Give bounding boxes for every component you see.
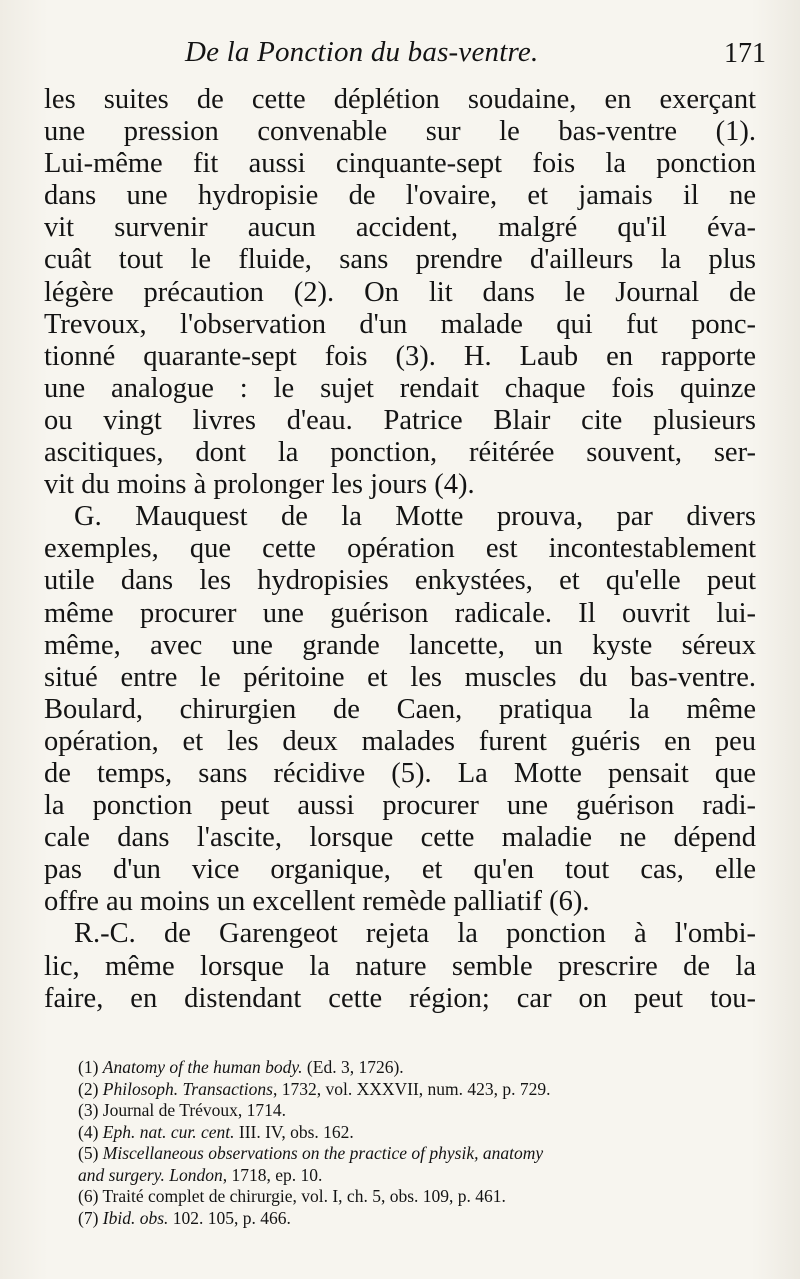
text-line: R.-C. de Garengeot rejeta la ponction à l'ombi- bbox=[74, 918, 756, 950]
text-line: cale dans l'ascite, lorsque cette maladie ne dépend bbox=[44, 822, 756, 854]
text-line: les suites de cette déplétion soudaine, en exerçant bbox=[44, 84, 756, 115]
text-line: cuât tout le fluide, sans prendre d'ailleurs la plus bbox=[44, 244, 756, 276]
footnote bbox=[78, 1143, 768, 1165]
text-line: la ponction peut aussi procurer une guérison radi- bbox=[44, 790, 756, 822]
text-line: pas d'un vice organique, et qu'en tout cas, elle bbox=[44, 854, 756, 886]
footnote-mark: (7) bbox=[78, 1207, 99, 1228]
footnote bbox=[78, 1122, 768, 1144]
footnote-title: Anatomy of the human body. bbox=[102, 1057, 303, 1077]
text-line: Lui-même fit aussi cinquante-sept fois la ponction bbox=[44, 148, 756, 180]
footnote-text: , 1718, ep. 10. bbox=[222, 1164, 323, 1185]
text-line: même, avec une grande lancette, un kyste séreux bbox=[44, 629, 756, 661]
footnote-text: III. IV, obs. 162. bbox=[234, 1121, 354, 1142]
footnote-mark: (6) bbox=[78, 1186, 99, 1206]
footnote-title: and surgery. London bbox=[78, 1164, 223, 1185]
footnote-mark: (2) bbox=[78, 1078, 99, 1099]
text-line: offre au moins un excellent remède palliatif (6). bbox=[44, 886, 590, 918]
text-line: dans une hydropisie de l'ovaire, et jamais il ne bbox=[44, 180, 756, 212]
footnote-title: Eph. nat. cur. cent. bbox=[102, 1121, 235, 1142]
text-line: opération, et les deux malades furent guéris en peu bbox=[44, 725, 756, 757]
footnote-title: Ibid. obs. bbox=[102, 1207, 169, 1228]
page-header bbox=[185, 36, 772, 76]
text-line: situé entre le péritoine et les muscles du bas-ventre. bbox=[44, 661, 756, 693]
text-line: exemples, que cette opération est incontestablement bbox=[44, 533, 756, 565]
text-line: ou vingt livres d'eau. Patrice Blair cite plusieurs bbox=[44, 404, 756, 436]
text-line: ascitiques, dont la ponction, réitérée souvent, ser- bbox=[44, 437, 756, 469]
text-line: même procurer une guérison radicale. Il ouvrit lui- bbox=[44, 597, 756, 629]
footnote-title: Miscellaneous observations on the practice of physik, anatomy bbox=[102, 1143, 544, 1163]
footnote-mark: (3) bbox=[78, 1100, 99, 1120]
footnote bbox=[78, 1208, 768, 1230]
text-line: utile dans les hydropisies enkystées, et qu'elle peut bbox=[44, 565, 756, 597]
page-number: 171 bbox=[724, 38, 766, 69]
footnote bbox=[78, 1100, 768, 1122]
footnote-mark: (1) bbox=[78, 1057, 99, 1077]
footnote-title: Philosoph. Transactions bbox=[102, 1078, 273, 1099]
footnote bbox=[78, 1186, 768, 1208]
text-line: vit survenir aucun accident, malgré qu'il éva- bbox=[44, 212, 756, 244]
footnote-text: (Ed. 3, 1726). bbox=[302, 1057, 404, 1077]
running-title: De la Ponction du bas-ventre. bbox=[185, 36, 539, 68]
footnote-text: , 1732, vol. XXXVII, num. 423, p. 729. bbox=[272, 1078, 551, 1099]
footnote bbox=[78, 1079, 768, 1101]
body-text bbox=[44, 84, 756, 1015]
footnote bbox=[78, 1057, 768, 1079]
text-line: Boulard, chirurgien de Caen, pratiqua la même bbox=[44, 693, 756, 725]
footnote-text: 102. 105, p. 466. bbox=[168, 1207, 291, 1228]
text-line: G. Mauquest de la Motte prouva, par divers bbox=[74, 501, 756, 533]
footnote-continuation bbox=[78, 1165, 768, 1187]
text-line: tionné quarante-sept fois (3). H. Laub en rapporte bbox=[44, 340, 756, 372]
footnote-text: Journal de Trévoux, 1714. bbox=[102, 1100, 287, 1120]
text-line: de temps, sans récidive (5). La Motte pensait que bbox=[44, 757, 756, 789]
footnotes bbox=[78, 1057, 768, 1229]
text-line: vit du moins à prolonger les jours (4). bbox=[44, 469, 475, 501]
footnote-mark: (5) bbox=[78, 1143, 99, 1163]
text-line: lic, même lorsque la nature semble prescrire de la bbox=[44, 950, 756, 982]
text-line: Trevoux, l'observation d'un malade qui fut ponc- bbox=[44, 308, 756, 340]
text-line: une pression convenable sur le bas-ventre (1). bbox=[44, 116, 756, 148]
text-line: une analogue : le sujet rendait chaque fois quinze bbox=[44, 372, 756, 404]
text-line: faire, en distendant cette région; car on peut tou- bbox=[44, 982, 756, 1014]
footnote-mark: (4) bbox=[78, 1121, 99, 1142]
text-line: légère précaution (2). On lit dans le Journal de bbox=[44, 276, 756, 308]
footnote-text: Traité complet de chirurgie, vol. I, ch. 5, obs. 109, p. 461. bbox=[102, 1186, 506, 1206]
